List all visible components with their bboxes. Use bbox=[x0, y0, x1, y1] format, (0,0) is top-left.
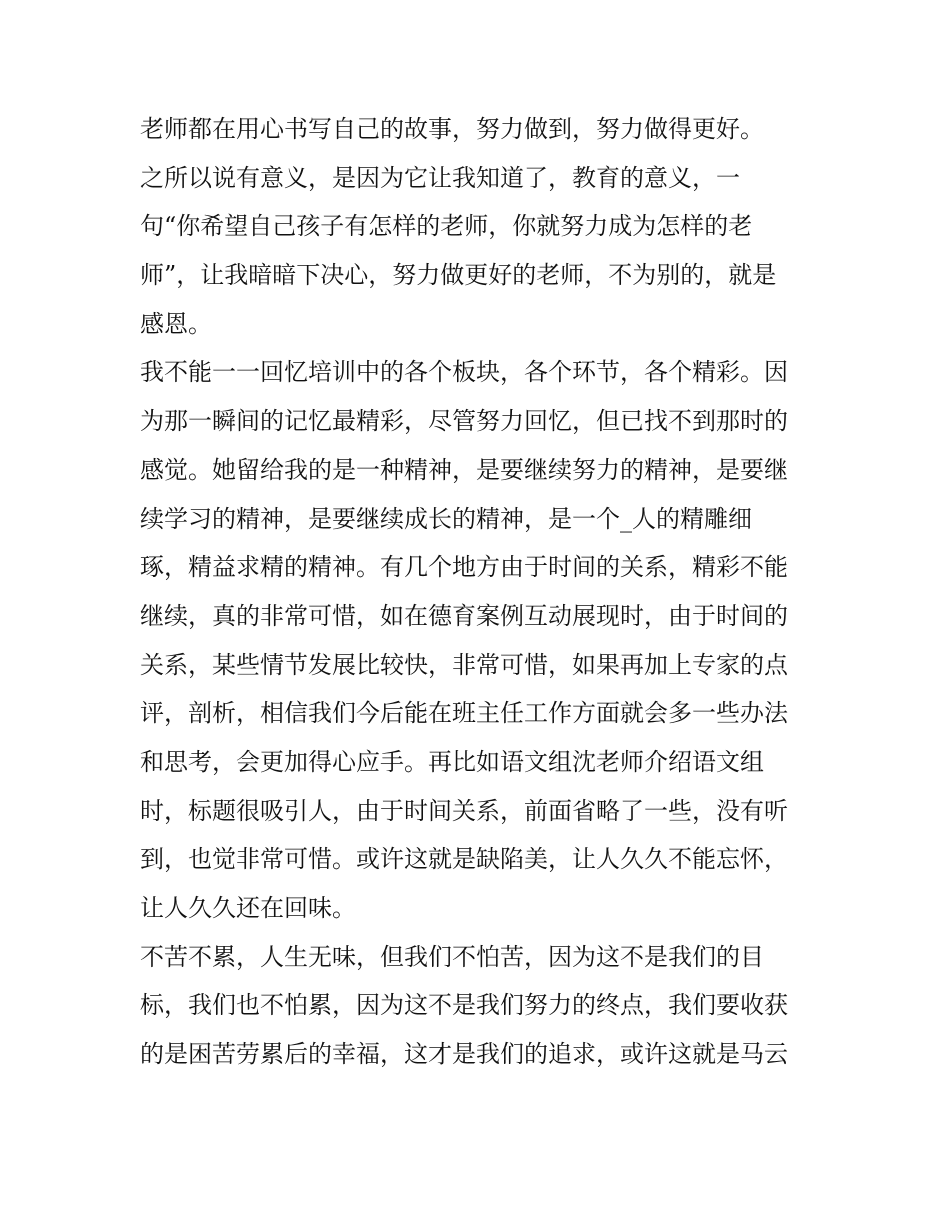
text-line: 之所以说有意义，是因为它让我知道了，教育的意义，一 bbox=[140, 163, 740, 192]
text-line: 继续，真的非常可惜，如在德育案例互动展现时，由于时间的 bbox=[140, 601, 788, 630]
text-line: 的是困苦劳累后的幸福，这才是我们的追求，或许这就是马云 bbox=[140, 1040, 788, 1069]
text-line: 句“你希望自己孩子有怎样的老师，你就努力成为怎样的老 bbox=[140, 212, 753, 241]
body-text bbox=[140, 105, 820, 1079]
text-line: 到，也觉非常可惜。或许这就是缺陷美，让人久久不能忘怀， bbox=[140, 845, 788, 874]
text-line: 不苦不累，人生无味，但我们不怕苦，因为这不是我们的目 bbox=[140, 942, 764, 971]
text-line: 续学习的精神，是要继续成长的精神，是一个_人的精雕细 bbox=[140, 504, 752, 533]
text-line: 和思考，会更加得心应手。再比如语文组沈老师介绍语文组 bbox=[140, 747, 764, 776]
text-line: 为那一瞬间的记忆最精彩，尽管努力回忆，但已找不到那时的 bbox=[140, 407, 788, 436]
text-line: 关系，某些情节发展比较快，非常可惜，如果再加上专家的点 bbox=[140, 650, 788, 679]
text-line: 让人久久还在回味。 bbox=[140, 894, 356, 922]
text-line: 我不能一一回忆培训中的各个板块，各个环节，各个精彩。因 bbox=[140, 358, 788, 387]
text-line: 标，我们也不怕累，因为这不是我们努力的终点，我们要收获 bbox=[140, 991, 788, 1020]
text-line: 评，剖析，相信我们今后能在班主任工作方面就会多一些办法 bbox=[140, 699, 788, 728]
text-line: 师”，让我暗暗下决心，努力做更好的老师，不为别的，就是 bbox=[140, 261, 777, 290]
text-line: 时，标题很吸引人，由于时间关系，前面省略了一些，没有听 bbox=[140, 796, 788, 825]
text-line: 琢，精益求精的精神。有几个地方由于时间的关系，精彩不能 bbox=[140, 553, 788, 582]
text-line: 感觉。她留给我的是一种精神，是要继续努力的精神，是要继 bbox=[140, 455, 788, 484]
text-line: 老师都在用心书写自己的故事，努力做到，努力做得更好。 bbox=[140, 115, 764, 143]
text-line: 感恩。 bbox=[140, 309, 212, 338]
